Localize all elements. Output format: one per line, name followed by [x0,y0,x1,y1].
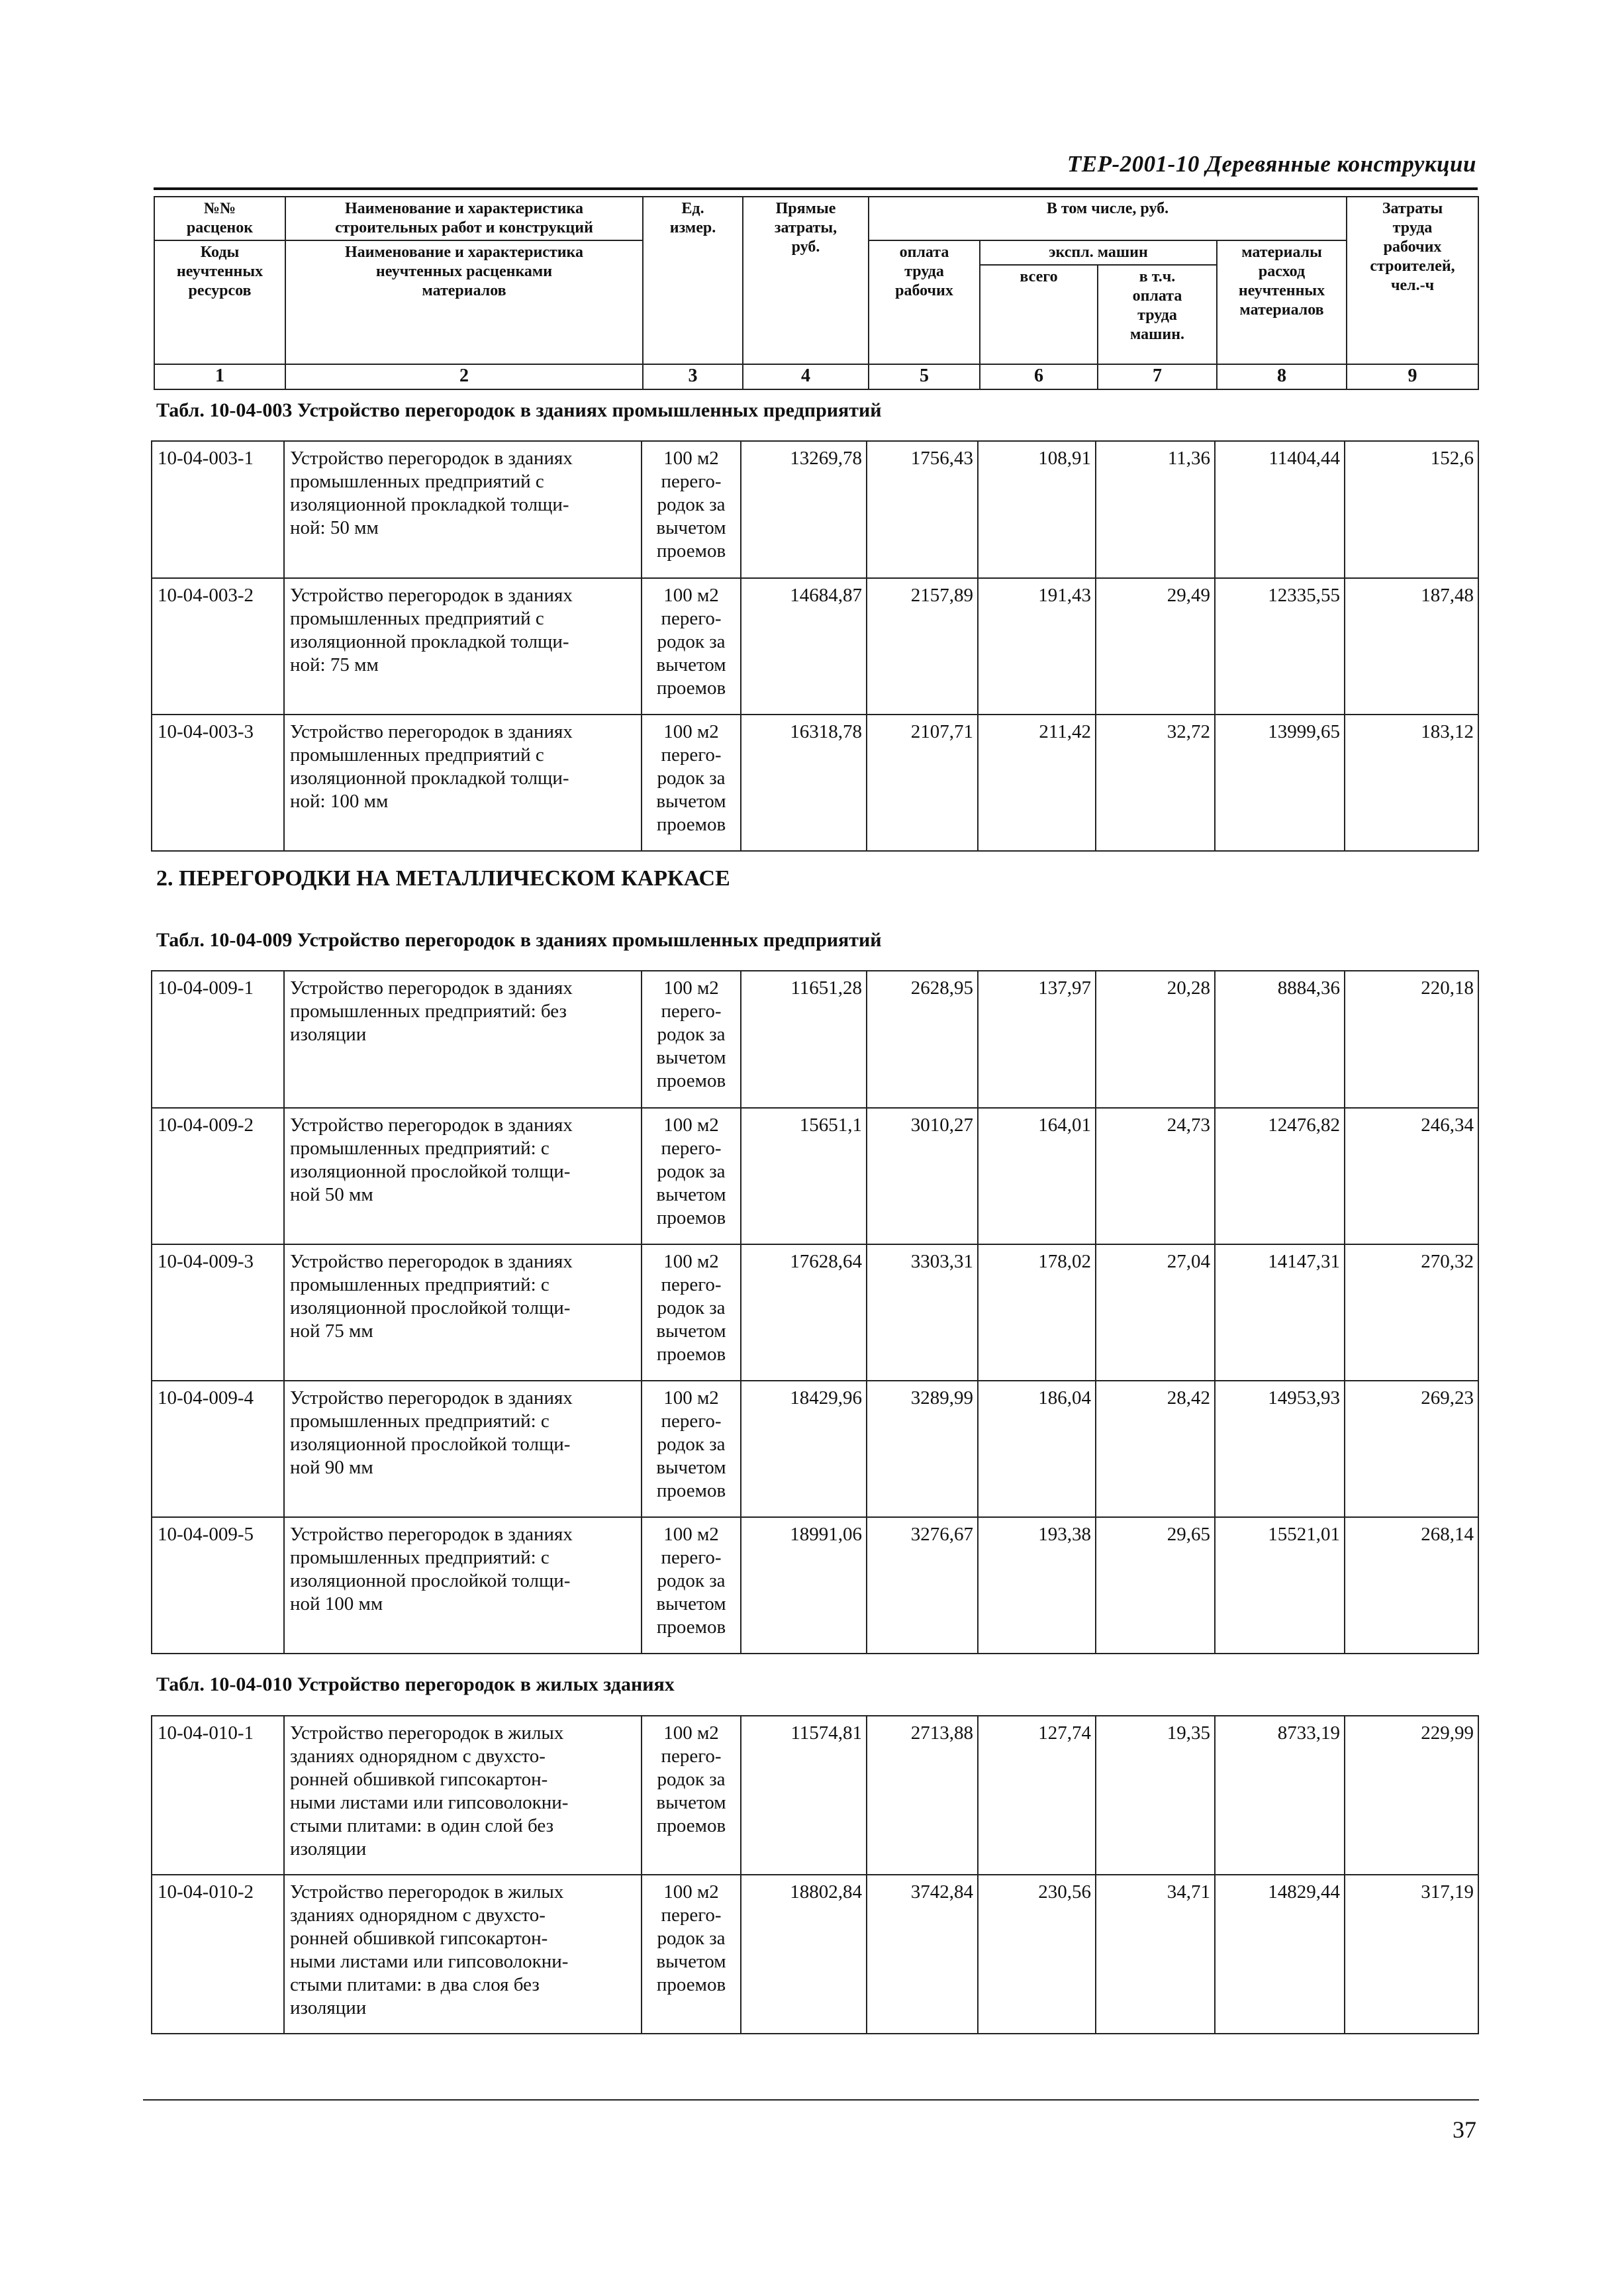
table-row [152,715,1478,851]
table-caption: Табл. 10-04-009 Устройство перегородок в зданиях промышленных предприятий [156,929,882,951]
unit-of-measure: 100 м2 перего- родок за вычетом проемов [642,1108,741,1244]
footer-rule [143,2099,1479,2101]
machines-total: 186,04 [978,1381,1096,1517]
rate-code: 10-04-009-4 [152,1381,284,1517]
rate-code: 10-04-003-2 [152,578,284,715]
wages-workers: 2157,89 [867,578,978,715]
col-labor-hours-header: Затраты труда рабочих строителей, чел.-ч [1347,197,1478,364]
direct-costs: 14684,87 [741,578,867,715]
machines-total: 191,43 [978,578,1096,715]
labor-hours: 220,18 [1345,971,1478,1108]
col-group-header: В том числе, руб. [869,197,1347,240]
col-machines-header: экспл. машин [980,240,1217,265]
wages-workers: 3742,84 [867,1875,978,2034]
materials-cost: 12335,55 [1215,578,1345,715]
wages-workers: 1756,43 [867,441,978,578]
table-row [152,578,1478,715]
rates-table-10-04-009 [151,970,1479,1654]
materials-cost: 8884,36 [1215,971,1345,1108]
table-row [152,1875,1478,2034]
machine-wages: 27,04 [1096,1244,1215,1381]
labor-hours: 268,14 [1345,1517,1478,1654]
work-description: Устройство перегородок в зданиях промышленных предприятий: с изоляционной прослойкой толщи- ной 100 мм [284,1517,642,1654]
col-unit-header: Ед. измер. [643,197,743,364]
work-description: Устройство перегородок в жилых зданиях однорядном с двухсто- ронней обшивкой гипсокартон- ными листами или гипсоволокни- стыми плитами: в один слой без изоляции [284,1716,642,1875]
materials-cost: 11404,44 [1215,441,1345,578]
table-row [152,1517,1478,1654]
unit-of-measure: 100 м2 перего- родок за вычетом проемов [642,578,741,715]
table-row [152,1108,1478,1244]
col-direct-costs-header: Прямые затраты, руб. [743,197,869,364]
direct-costs: 17628,64 [741,1244,867,1381]
machine-wages: 24,73 [1096,1108,1215,1244]
work-description: Устройство перегородок в зданиях промышленных предприятий с изоляционной прокладкой толщи- ной: 50 мм [284,441,642,578]
col-machines-total-header: всего [980,265,1098,364]
direct-costs: 11651,28 [741,971,867,1108]
machines-total: 108,91 [978,441,1096,578]
col-materials-name-header: Наименование и характеристика неучтенных расценками материалов [285,240,643,364]
table-caption: Табл. 10-04-010 Устройство перегородок в жилых зданиях [156,1673,675,1695]
unit-of-measure: 100 м2 перего- родок за вычетом проемов [642,1381,741,1517]
labor-hours: 187,48 [1345,578,1478,715]
machines-total: 127,74 [978,1716,1096,1875]
wages-workers: 2107,71 [867,715,978,851]
machine-wages: 19,35 [1096,1716,1215,1875]
table-row [152,1381,1478,1517]
work-description: Устройство перегородок в зданиях промышленных предприятий с изоляционной прокладкой толщи- ной: 75 мм [284,578,642,715]
col-number: 3 [643,364,743,389]
rate-code: 10-04-009-2 [152,1108,284,1244]
rate-code: 10-04-010-2 [152,1875,284,2034]
col-machine-wages-header: в т.ч. оплата труда машин. [1098,265,1217,364]
labor-hours: 317,19 [1345,1875,1478,2034]
work-description: Устройство перегородок в зданиях промышленных предприятий: с изоляционной прослойкой толщи- ной 50 мм [284,1108,642,1244]
direct-costs: 11574,81 [741,1716,867,1875]
work-description: Устройство перегородок в зданиях промышленных предприятий с изоляционной прокладкой толщи- ной: 100 мм [284,715,642,851]
unit-of-measure: 100 м2 перего- родок за вычетом проемов [642,1244,741,1381]
direct-costs: 16318,78 [741,715,867,851]
table-row [152,971,1478,1108]
col-codes-header: №№ расценок [154,197,285,240]
machine-wages: 20,28 [1096,971,1215,1108]
wages-workers: 2713,88 [867,1716,978,1875]
wages-workers: 3289,99 [867,1381,978,1517]
rates-table-10-04-010 [151,1715,1479,2034]
machine-wages: 11,36 [1096,441,1215,578]
unit-of-measure: 100 м2 перего- родок за вычетом проемов [642,1517,741,1654]
direct-costs: 18802,84 [741,1875,867,2034]
labor-hours: 270,32 [1345,1244,1478,1381]
labor-hours: 229,99 [1345,1716,1478,1875]
work-description: Устройство перегородок в зданиях промышленных предприятий: с изоляционной прослойкой толщи- ной 90 мм [284,1381,642,1517]
rate-code: 10-04-003-3 [152,715,284,851]
col-name-header: Наименование и характеристика строительных работ и конструкций [285,197,643,240]
machines-total: 164,01 [978,1108,1096,1244]
machine-wages: 29,49 [1096,578,1215,715]
machines-total: 230,56 [978,1875,1096,2034]
rate-code: 10-04-010-1 [152,1716,284,1875]
labor-hours: 152,6 [1345,441,1478,578]
machine-wages: 34,71 [1096,1875,1215,2034]
materials-cost: 13999,65 [1215,715,1345,851]
machines-total: 211,42 [978,715,1096,851]
header-rule [154,187,1478,190]
materials-cost: 15521,01 [1215,1517,1345,1654]
col-number: 7 [1098,364,1217,389]
labor-hours: 269,23 [1345,1381,1478,1517]
table-row [152,1716,1478,1875]
table-row [152,441,1478,578]
unit-of-measure: 100 м2 перего- родок за вычетом проемов [642,715,741,851]
direct-costs: 18429,96 [741,1381,867,1517]
machine-wages: 29,65 [1096,1517,1215,1654]
col-number: 4 [743,364,869,389]
direct-costs: 15651,1 [741,1108,867,1244]
direct-costs: 13269,78 [741,441,867,578]
unit-of-measure: 100 м2 перего- родок за вычетом проемов [642,441,741,578]
materials-cost: 8733,19 [1215,1716,1345,1875]
materials-cost: 14147,31 [1215,1244,1345,1381]
table-caption: Табл. 10-04-003 Устройство перегородок в зданиях промышленных предприятий [156,399,882,421]
labor-hours: 183,12 [1345,715,1478,851]
work-description: Устройство перегородок в жилых зданиях однорядном с двухсто- ронней обшивкой гипсокартон- ными листами или гипсоволокни- стыми плитами: в два слоя без изоляции [284,1875,642,2034]
materials-cost: 12476,82 [1215,1108,1345,1244]
rate-code: 10-04-009-5 [152,1517,284,1654]
unit-of-measure: 100 м2 перего- родок за вычетом проемов [642,971,741,1108]
machine-wages: 28,42 [1096,1381,1215,1517]
rates-table-10-04-003 [151,440,1479,852]
column-header-table [154,196,1479,390]
col-number: 6 [980,364,1098,389]
wages-workers: 3276,67 [867,1517,978,1654]
machines-total: 137,97 [978,971,1096,1108]
col-wages-header: оплата труда рабочих [869,240,980,364]
machines-total: 178,02 [978,1244,1096,1381]
rate-code: 10-04-009-1 [152,971,284,1108]
running-title: ТЕР-2001-10 Деревянные конструкции [1067,151,1476,177]
unit-of-measure: 100 м2 перего- родок за вычетом проемов [642,1875,741,2034]
direct-costs: 18991,06 [741,1517,867,1654]
col-number: 2 [285,364,643,389]
wages-workers: 2628,95 [867,971,978,1108]
page-number: 37 [1453,2116,1476,2143]
col-number: 9 [1347,364,1478,389]
col-number: 8 [1217,364,1347,389]
labor-hours: 246,34 [1345,1108,1478,1244]
wages-workers: 3303,31 [867,1244,978,1381]
col-materials-header: материалы расход неучтенных материалов [1217,240,1347,364]
rate-code: 10-04-009-3 [152,1244,284,1381]
col-resource-codes-header: Коды неучтенных ресурсов [154,240,285,364]
unit-of-measure: 100 м2 перего- родок за вычетом проемов [642,1716,741,1875]
materials-cost: 14953,93 [1215,1381,1345,1517]
work-description: Устройство перегородок в зданиях промышленных предприятий: с изоляционной прослойкой толщи- ной 75 мм [284,1244,642,1381]
col-number: 1 [154,364,285,389]
rate-code: 10-04-003-1 [152,441,284,578]
materials-cost: 14829,44 [1215,1875,1345,2034]
section-heading: 2. ПЕРЕГОРОДКИ НА МЕТАЛЛИЧЕСКОМ КАРКАСЕ [156,866,730,891]
col-number: 5 [869,364,980,389]
wages-workers: 3010,27 [867,1108,978,1244]
machines-total: 193,38 [978,1517,1096,1654]
machine-wages: 32,72 [1096,715,1215,851]
table-row [152,1244,1478,1381]
work-description: Устройство перегородок в зданиях промышленных предприятий: без изоляции [284,971,642,1108]
